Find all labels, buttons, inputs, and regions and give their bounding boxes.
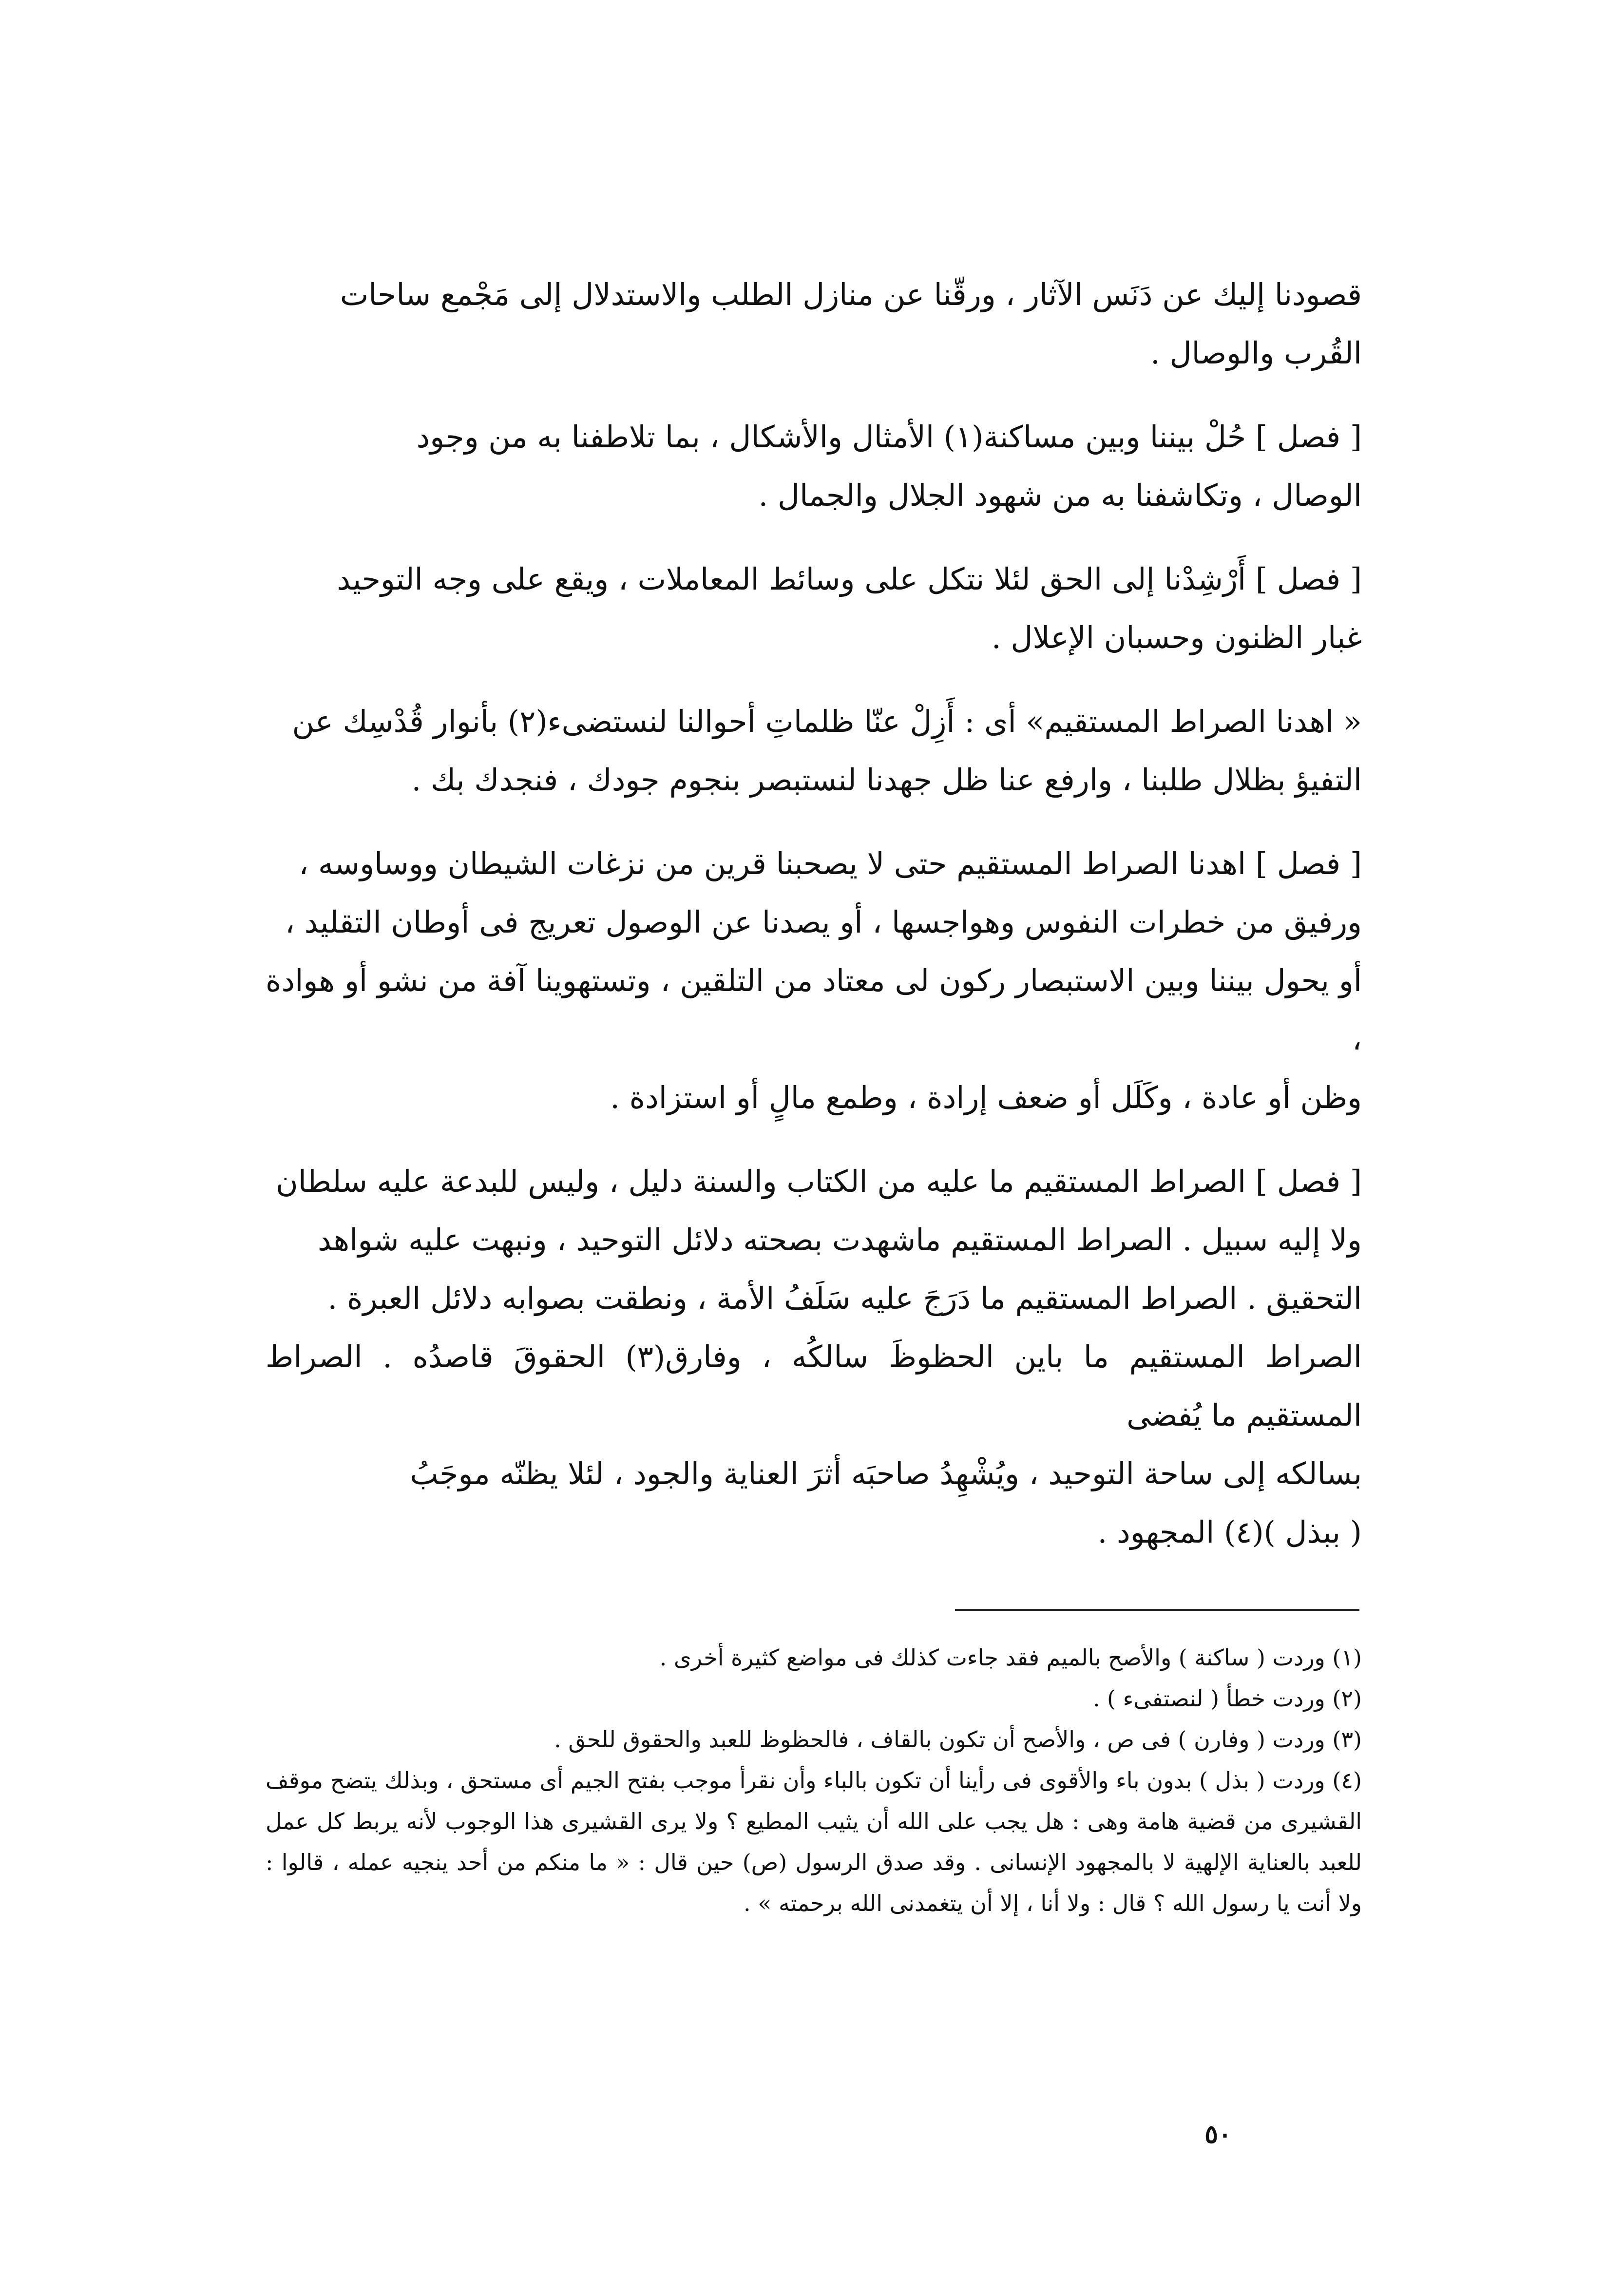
footnotes	[266, 1637, 1362, 1924]
footnote-divider	[955, 1609, 1359, 1611]
text-line: [ فصل ] الصراط المستقيم ما عليه من الكتاب والسنة دليل ، وليس للبدعة عليه سلطان	[276, 1164, 1362, 1199]
paragraph	[266, 692, 1362, 809]
text-line: [ فصل ] اهدنا الصراط المستقيم حتى لا يصحبنا قرين من نزغات الشيطان ووساوسه ،	[299, 846, 1362, 881]
text-line: [ فصل ] أَرْشِدْنا إلى الحق لئلا نتكل على وسائط المعاملات ، ويقع على وجه التوحيد	[337, 561, 1362, 597]
text-line: التحقيق . الصراط المستقيم ما دَرَجَ عليه سَلَفُ الأمة ، ونطقت بصوابه دلائل العبرة .	[327, 1280, 1362, 1316]
page-number: ٥٠	[1204, 2119, 1232, 2149]
text-line: التفيؤ بظلال طلبنا ، وارفع عنا ظل جهدنا لنستبصر بنجوم جودك ، فنجدك بك .	[411, 762, 1362, 798]
text-line: ولا إليه سبيل . الصراط المستقيم ماشهدت بصحته دلائل التوحيد ، ونبهت عليه شواهد	[318, 1222, 1362, 1258]
paragraph	[266, 835, 1362, 1127]
footnote: (٤) وردت ( بذل ) بدون باء والأقوى فى رأينا أن تكون بالباء وأن نقرأ موجب بفتح الجيم أى مستحق ، وبذلك يتضح موقف القشيرى من قضية هامة وهى : هل يجب على الله أن يثيب المطيع ؟ ولا يرى القشيرى هذا الوجوب لأنه يربط كل عمل للعبد بالعناية الإلهية لا بالمجهود الإنسانى . وقد صدق الرسول (ص) حين قال : « ما منكم من أحد ينجيه عمله ، قالوا : ولا أنت يا رسول الله ؟ قال : ولا أنا ، إلا أن يتغمدنى الله برحمته » .	[266, 1767, 1362, 1916]
main-text	[266, 266, 1362, 1587]
text-line: بسالكه إلى ساحة التوحيد ، ويُشْهِدُ صاحبَه أثرَ العناية والجود ، لئلا يظنّه موجَبُ	[410, 1456, 1362, 1491]
text-line: الوصال ، وتكاشفنا به من شهود الجلال والجمال .	[758, 477, 1362, 513]
text-line: ( ببذل )(٤) المجهود .	[1097, 1514, 1362, 1550]
text-line: الصراط المستقيم ما باين الحظوظَ سالكُه ، وفارق(٣) الحقوقَ قاصدُه . الصراط المستقيم ما يُفضى	[266, 1339, 1362, 1433]
text-line: القُرب والوصال .	[1150, 335, 1362, 371]
text-line: قصودنا إليك عن دَنَس الآثار ، ورقّنا عن منازل الطلب والاستدلال إلى مَجْمع ساحات	[340, 277, 1362, 312]
text-line: [ فصل ] حُلْ بيننا وبين مساكنة(١) الأمثال والأشكال ، بما تلاطفنا به من وجود	[416, 419, 1362, 455]
footnote: (٢) وردت خطأ ( لنصتفىء ) .	[1092, 1685, 1362, 1712]
text-line: ورفيق من خطرات النفوس وهواجسها ، أو يصدنا عن الوصول تعريج فى أوطان التقليد ،	[285, 904, 1362, 940]
text-line: غبار الظنون وحسبان الإعلال .	[991, 620, 1362, 655]
text-line: أو يحول بيننا وبين الاستبصار ركون لى معتاد من التلقين ، وتستهوينا آفة من نشو أو هوادة ،	[266, 963, 1362, 1057]
paragraph	[266, 266, 1362, 382]
paragraph	[266, 1152, 1362, 1562]
footnote: (١) وردت ( ساكنة ) والأصح بالميم فقد جاءت كذلك فى مواضع كثيرة أخرى .	[659, 1644, 1362, 1671]
paragraph	[266, 408, 1362, 525]
paragraph	[266, 550, 1362, 667]
text-line: وظن أو عادة ، وكَلَل أو ضعف إرادة ، وطمع مالٍ أو استزادة .	[610, 1080, 1362, 1115]
text-line: « اهدنا الصراط المستقيم» أى : أَزِلْ عنّا ظلماتِ أحوالنا لنستضىء(٢) بأنوار قُدْسِك عن	[292, 704, 1362, 739]
footnote: (٣) وردت ( وفارن ) فى ص ، والأصح أن تكون بالقاف ، فالحظوظ للعبد والحقوق للحق .	[554, 1726, 1362, 1753]
